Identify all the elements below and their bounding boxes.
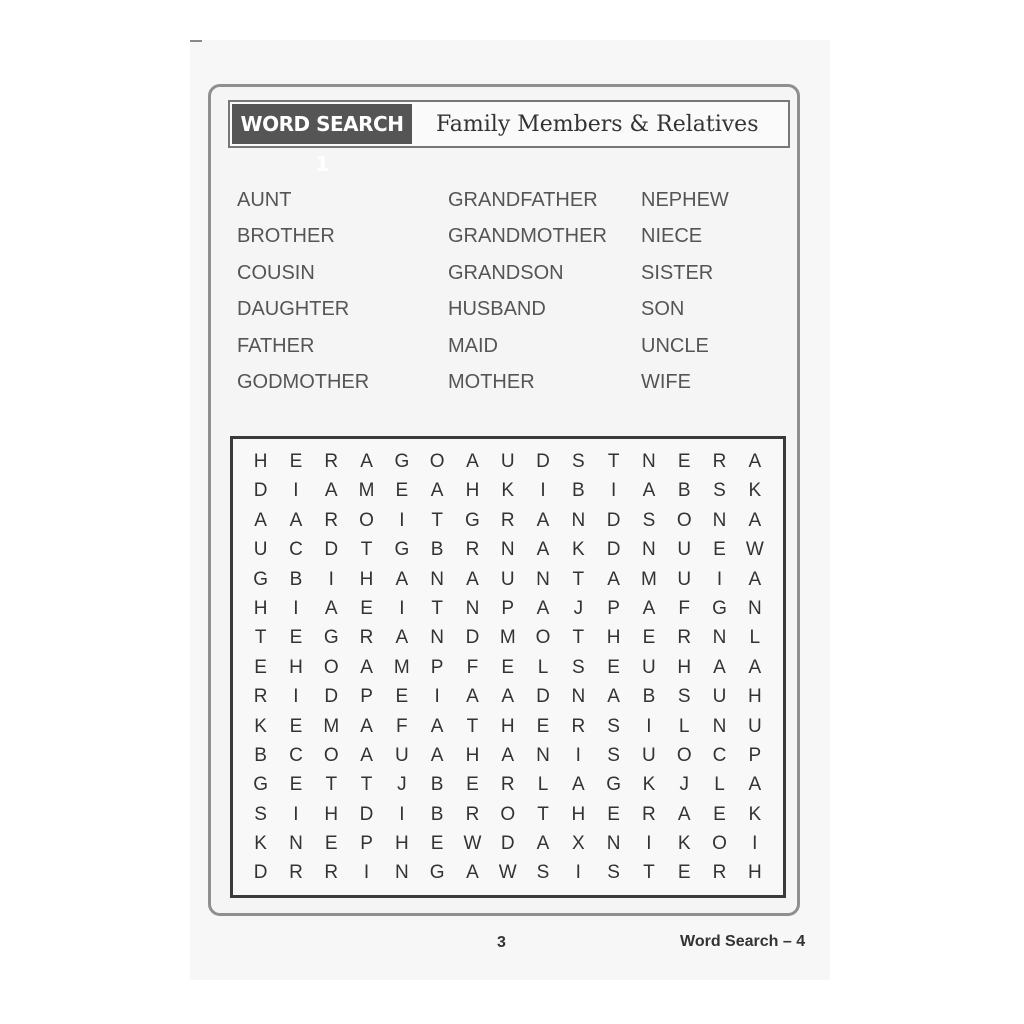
grid-cell: A xyxy=(360,715,373,737)
grid-cell: E xyxy=(254,656,267,678)
grid-cell: R xyxy=(324,509,339,531)
grid-cell: I xyxy=(434,686,440,708)
grid-cell: A xyxy=(430,715,444,737)
grid-cell: N xyxy=(712,509,727,531)
grid-cell: A xyxy=(748,451,762,472)
grid-cell: E xyxy=(324,833,338,855)
grid-cell: N xyxy=(430,568,444,590)
grid-cell: I xyxy=(399,803,405,825)
grid-cell: T xyxy=(360,774,373,796)
grid-cell: W xyxy=(498,862,517,884)
grid-cell: A xyxy=(748,568,762,590)
grid-cell: M xyxy=(393,656,410,678)
grid-cell: R xyxy=(712,862,727,884)
grid-cell: U xyxy=(642,656,656,678)
grid-cell: S xyxy=(571,656,585,678)
grid-cell: D xyxy=(324,686,339,708)
grid-cell: I xyxy=(540,480,546,502)
grid-cell: S xyxy=(713,480,726,502)
grid-cell: L xyxy=(749,627,761,649)
grid-cell: A xyxy=(748,774,762,796)
grid-cell: H xyxy=(500,715,515,737)
grid-cell: B xyxy=(254,744,267,766)
grid-cell: R xyxy=(712,451,727,472)
grid-cell: O xyxy=(676,509,692,531)
grid-cell: U xyxy=(253,539,268,561)
grid-row xyxy=(243,447,773,476)
grid-cell: D xyxy=(465,627,480,649)
grid-cell: G xyxy=(323,627,339,649)
grid-cell: I xyxy=(293,597,299,619)
grid-cell: I xyxy=(363,862,370,884)
grid-cell: P xyxy=(748,744,762,766)
grid-cell: P xyxy=(360,833,373,855)
grid-cell: M xyxy=(641,568,657,590)
grid-cell: N xyxy=(571,686,586,708)
grid-cell: A xyxy=(536,833,550,855)
word-item: WIFE xyxy=(641,370,691,393)
grid-cell: U xyxy=(500,451,515,472)
grid-cell: A xyxy=(324,597,338,619)
grid-cell: R xyxy=(500,509,515,531)
grid-cell: X xyxy=(571,833,585,855)
grid-cell: A xyxy=(642,480,656,502)
grid-cell: O xyxy=(323,656,339,678)
grid-cell: H xyxy=(324,803,339,825)
grid-cell: S xyxy=(607,744,620,766)
grid-cell: T xyxy=(607,451,620,472)
word-item: NIECE xyxy=(641,225,703,248)
word-item: NEPHEW xyxy=(641,189,729,211)
grid-cell: A xyxy=(360,744,373,766)
grid-cell: T xyxy=(431,509,443,531)
grid-cell: H xyxy=(606,627,621,649)
grid-cell: T xyxy=(325,774,338,796)
grid-row xyxy=(243,594,773,623)
grid-cell: T xyxy=(360,539,373,561)
grid-cell: N xyxy=(712,715,727,737)
grid-cell: E xyxy=(466,774,479,796)
grid-cell: D xyxy=(253,862,268,884)
grid-row xyxy=(243,535,773,564)
grid-cell: S xyxy=(607,715,620,737)
grid-cell: C xyxy=(712,744,727,766)
grid-cell: F xyxy=(396,715,408,737)
grid-cell: N xyxy=(394,862,409,884)
grid-cell: F xyxy=(466,656,479,678)
grid-cell: N xyxy=(430,627,444,649)
grid-cell: U xyxy=(747,715,762,737)
grid-cell: D xyxy=(536,686,550,708)
grid-cell: A xyxy=(360,656,373,678)
word-list-column-2 xyxy=(448,182,607,400)
grid-cell: U xyxy=(677,568,692,590)
grid-cell: I xyxy=(646,715,652,737)
grid-row xyxy=(243,506,773,535)
grid-cell: R xyxy=(324,451,339,472)
grid-cell: E xyxy=(395,480,409,502)
grid-cell: A xyxy=(536,509,550,531)
grid-cell: T xyxy=(537,803,549,825)
grid-cell: A xyxy=(324,480,338,502)
grid-cell: I xyxy=(328,568,334,590)
grid-cell: I xyxy=(646,833,652,855)
word-item: BROTHER xyxy=(237,225,335,248)
grid-cell: C xyxy=(289,744,303,766)
grid-cell: I xyxy=(575,744,581,766)
page-number: 3 xyxy=(497,934,506,951)
word-item: GRANDFATHER xyxy=(448,189,598,211)
grid-cell: A xyxy=(466,451,479,472)
grid-cell: E xyxy=(713,539,726,561)
word-item: UNCLE xyxy=(641,334,709,357)
word-item: DAUGHTER xyxy=(237,298,350,321)
word-item: GODMOTHER xyxy=(237,370,370,393)
grid-cell: R xyxy=(359,627,374,649)
grid-cell: I xyxy=(293,803,299,825)
grid-cell: O xyxy=(676,744,692,766)
grid-cell: H xyxy=(359,568,374,590)
grid-cell: E xyxy=(360,597,373,619)
grid-row xyxy=(243,712,773,741)
grid-cell: G xyxy=(253,774,269,796)
word-item: GRANDSON xyxy=(448,261,564,284)
word-item: HUSBAND xyxy=(448,298,546,321)
grid-cell: G xyxy=(394,539,410,561)
word-item: SISTER xyxy=(641,261,714,284)
grid-cell: R xyxy=(677,627,692,649)
grid-cell: L xyxy=(537,774,549,796)
grid-row xyxy=(243,770,773,799)
word-list-column-3 xyxy=(641,182,729,400)
grid-cell: A xyxy=(748,509,762,531)
grid-row xyxy=(243,565,773,594)
grid-cell: I xyxy=(293,686,299,708)
grid-cell: M xyxy=(323,715,340,737)
grid-cell: G xyxy=(606,774,621,796)
grid-cell: R xyxy=(324,862,339,884)
grid-cell: D xyxy=(500,833,515,855)
grid-cell: S xyxy=(571,451,585,472)
grid-cell: T xyxy=(643,862,655,884)
grid-cell: A xyxy=(289,509,303,531)
grid-cell: K xyxy=(254,715,267,737)
grid-cell: G xyxy=(465,509,480,531)
word-item: MOTHER xyxy=(448,370,535,393)
grid-cell: P xyxy=(501,597,515,619)
grid-cell: I xyxy=(399,509,405,531)
grid-cell: B xyxy=(430,803,444,825)
grid-cell: D xyxy=(253,480,268,502)
grid-cell: A xyxy=(713,656,726,678)
grid-cell: N xyxy=(747,597,762,619)
puzzle-header xyxy=(228,100,790,176)
grid-cell: H xyxy=(747,686,762,708)
grid-cell: K xyxy=(748,803,762,825)
grid-cell: H xyxy=(747,862,762,884)
grid-cell: A xyxy=(501,686,515,708)
grid-cell: M xyxy=(499,627,516,649)
grid-cell: S xyxy=(607,862,620,884)
grid-cell: I xyxy=(399,597,405,619)
grid-cell: U xyxy=(394,744,409,766)
letter-grid xyxy=(243,447,773,889)
grid-cell: G xyxy=(394,451,410,472)
grid-cell: D xyxy=(606,539,621,561)
grid-cell: I xyxy=(293,480,299,502)
grid-cell: A xyxy=(536,539,550,561)
grid-cell: A xyxy=(748,656,762,678)
grid-cell: S xyxy=(536,862,550,884)
grid-cell: R xyxy=(465,539,480,561)
grid-cell: A xyxy=(607,568,620,590)
grid-cell: E xyxy=(607,803,620,825)
grid-cell: N xyxy=(712,627,727,649)
grid-cell: A xyxy=(254,509,267,531)
grid-row xyxy=(243,476,773,505)
grid-cell: B xyxy=(430,539,444,561)
grid-cell: A xyxy=(501,744,515,766)
grid-cell: E xyxy=(536,715,550,737)
grid-cell: A xyxy=(430,744,444,766)
grid-cell: P xyxy=(360,686,373,708)
grid-cell: N xyxy=(642,539,656,561)
grid-cell: S xyxy=(642,509,656,531)
grid-cell: H xyxy=(677,656,692,678)
grid-cell: E xyxy=(395,686,409,708)
grid-cell: G xyxy=(253,568,269,590)
grid-cell: W xyxy=(463,833,482,855)
grid-cell: O xyxy=(359,509,374,531)
grid-cell: T xyxy=(254,627,267,649)
grid-cell: B xyxy=(677,480,691,502)
grid-cell: N xyxy=(500,539,515,561)
grid-cell: U xyxy=(642,744,656,766)
grid-cell: H xyxy=(394,833,409,855)
word-item: GRANDMOTHER xyxy=(448,225,607,248)
grid-cell: F xyxy=(678,597,691,619)
grid-cell: J xyxy=(679,774,689,796)
grid-cell: O xyxy=(535,627,551,649)
grid-cell: I xyxy=(575,862,581,884)
grid-cell: A xyxy=(466,862,479,884)
grid-cell: A xyxy=(607,686,620,708)
grid-cell: A xyxy=(536,597,550,619)
grid-cell: O xyxy=(323,744,339,766)
grid-cell: K xyxy=(571,539,585,561)
grid-cell: U xyxy=(677,539,692,561)
grid-cell: R xyxy=(289,862,303,884)
grid-cell: N xyxy=(642,451,656,472)
grid-cell: T xyxy=(572,568,585,590)
grid-cell: E xyxy=(677,862,691,884)
grid-cell: E xyxy=(607,656,620,678)
grid-cell: T xyxy=(431,597,443,619)
grid-cell: A xyxy=(360,451,373,472)
grid-cell: H xyxy=(253,597,268,619)
grid-cell: H xyxy=(465,480,480,502)
grid-cell: T xyxy=(572,627,585,649)
grid-cell: C xyxy=(289,539,303,561)
grid-cell: W xyxy=(745,539,764,561)
grid-cell: D xyxy=(324,539,339,561)
grid-cell: E xyxy=(289,715,303,737)
grid-cell: E xyxy=(430,833,444,855)
word-item: MAID xyxy=(448,334,498,357)
grid-cell: N xyxy=(536,568,550,590)
grid-cell: A xyxy=(642,597,656,619)
grid-cell: L xyxy=(537,656,549,678)
grid-row xyxy=(243,653,773,682)
grid-cell: A xyxy=(430,480,444,502)
grid-cell: K xyxy=(254,833,267,855)
grid-cell: S xyxy=(254,803,267,825)
grid-cell: N xyxy=(465,597,480,619)
grid-cell: K xyxy=(642,774,656,796)
grid-cell: R xyxy=(571,715,586,737)
grid-cell: O xyxy=(500,803,516,825)
grid-cell: N xyxy=(289,833,303,855)
grid-cell: B xyxy=(642,686,656,708)
grid-cell: P xyxy=(607,597,620,619)
grid-cell: E xyxy=(677,451,691,472)
grid-cell: E xyxy=(642,627,656,649)
grid-cell: H xyxy=(289,656,303,678)
grid-cell: A xyxy=(571,774,585,796)
grid-cell: K xyxy=(501,480,515,502)
grid-cell: E xyxy=(501,656,515,678)
grid-cell: R xyxy=(253,686,268,708)
grid-cell: B xyxy=(430,774,444,796)
grid-row xyxy=(243,829,773,858)
grid-cell: U xyxy=(500,568,515,590)
grid-cell: D xyxy=(359,803,374,825)
grid-cell: D xyxy=(606,509,621,531)
grid-cell: E xyxy=(289,451,303,472)
word-list-column-1 xyxy=(237,182,369,400)
grid-cell: H xyxy=(571,803,586,825)
grid-cell: P xyxy=(430,656,444,678)
letter-grid-box xyxy=(230,436,786,898)
grid-cell: N xyxy=(571,509,586,531)
grid-cell: L xyxy=(678,715,690,737)
grid-cell: A xyxy=(395,627,409,649)
grid-cell: D xyxy=(536,451,550,472)
scan-mark xyxy=(190,40,202,42)
grid-cell: I xyxy=(752,833,758,855)
grid-cell: E xyxy=(713,803,726,825)
grid-cell: U xyxy=(712,686,727,708)
grid-cell: I xyxy=(610,480,617,502)
grid-cell: E xyxy=(289,627,303,649)
grid-row xyxy=(243,741,773,770)
grid-cell: A xyxy=(466,568,479,590)
grid-cell: L xyxy=(714,774,725,796)
grid-cell: S xyxy=(677,686,691,708)
grid-cell: O xyxy=(429,451,445,472)
grid-cell: A xyxy=(395,568,409,590)
grid-cell: K xyxy=(677,833,691,855)
grid-cell: A xyxy=(466,686,479,708)
grid-cell: A xyxy=(677,803,691,825)
grid-cell: B xyxy=(571,480,585,502)
word-item: AUNT xyxy=(237,189,292,211)
grid-cell: N xyxy=(536,744,550,766)
grid-cell: J xyxy=(397,774,407,796)
word-list xyxy=(237,182,777,402)
book-title: Word Search – 4 xyxy=(680,933,806,950)
grid-cell: G xyxy=(429,862,445,884)
grid-row xyxy=(243,858,773,887)
grid-row xyxy=(243,623,773,652)
grid-cell: B xyxy=(289,568,303,590)
grid-cell: R xyxy=(465,803,480,825)
grid-cell: O xyxy=(712,833,727,855)
puzzle-title: Family Members & Relatives xyxy=(436,112,759,137)
grid-cell: J xyxy=(573,597,584,619)
grid-cell: R xyxy=(500,774,515,796)
grid-cell: N xyxy=(606,833,621,855)
word-item: SON xyxy=(641,298,685,321)
grid-cell: M xyxy=(358,480,375,502)
word-item: FATHER xyxy=(237,334,315,357)
grid-cell: H xyxy=(253,451,268,472)
grid-row xyxy=(243,682,773,711)
grid-cell: R xyxy=(642,803,656,825)
word-item: COUSIN xyxy=(237,261,315,284)
grid-row xyxy=(243,800,773,829)
grid-cell: K xyxy=(748,480,762,502)
puzzle-number-label: WORD SEARCH 1 xyxy=(232,104,412,144)
grid-cell: H xyxy=(465,744,480,766)
grid-cell: I xyxy=(716,568,723,590)
grid-cell: E xyxy=(289,774,303,796)
grid-cell: G xyxy=(712,597,727,619)
grid-cell: T xyxy=(466,715,479,737)
